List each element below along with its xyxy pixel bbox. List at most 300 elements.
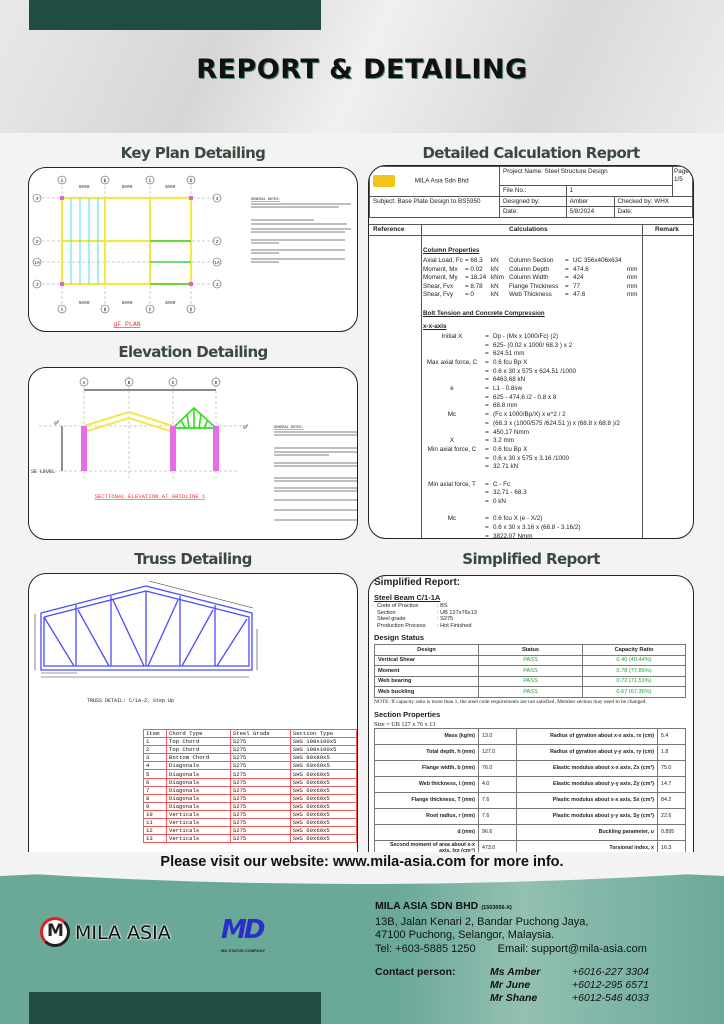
grid-label: A [60,308,64,313]
truss-cell: S275 [230,794,290,802]
member-info-key: Production Process [377,622,426,629]
truss-cell: S275 [230,827,290,835]
calc-line [423,524,643,533]
truss-cell: SHS 60x60x5 [290,810,356,818]
file-no: 1 [566,186,672,197]
company-reg-no: (1503056-X) [481,905,512,911]
calc-line [423,533,643,539]
column-property-cell: kN [491,257,499,264]
calc-line-expression: 0.6 x 30 x 575 x 624.51 /1000 [493,367,576,375]
calc-line-expression: 6463.68 kN [493,376,526,384]
dimension-label: 4000 [164,185,176,190]
calc-line-equals: = [485,454,489,462]
capacity-ratio: 0.72 (71.51%) [583,676,686,687]
calc-line-label [423,420,481,429]
column-property-cell: Column Width [509,274,549,282]
calc-line-label [423,342,481,351]
calc-line-expression: 32.71 kN [493,463,519,471]
property-name: Radius of gyration about x-x axis, rx (cm) [517,728,658,744]
calc-line-expression: 68.8 mm [493,402,518,410]
checked-by: Checked by: WHX [614,196,693,207]
calc-line [423,385,643,394]
property-name: Elastic modulus about x-x axis, Zx (cm³) [517,760,658,776]
truss-cell: Verticals [166,810,230,818]
calc-line [423,420,643,429]
column-property-cell: kN [491,265,499,273]
grid-label: 3 [215,197,219,202]
calc-line-label: X [449,437,455,445]
property-name: Buckling parameter, u [517,824,658,840]
column-property-row [423,266,643,275]
section-properties-table [374,728,686,853]
grid-label: D [189,179,193,184]
mila-asia-logo-icon: M [40,917,70,947]
truss-cell: 10 [144,810,167,818]
member-info-value: : BS [437,603,448,609]
gf-label: gf [243,425,249,430]
property-value: 4.0 [479,776,517,792]
calc-report-body [369,224,693,538]
company-info [375,900,647,956]
calc-line-label: Max axial force, C [426,359,478,367]
truss-caption: TRUSS DETAIL: C/1A-2, Step Up [87,698,175,704]
calc-line [423,402,643,411]
th-design: Design [375,645,479,656]
truss-table-row [144,770,357,778]
calc-line-expression: 624.51 mm [493,350,525,358]
grid-label: B [127,381,131,386]
section-title-elevation: Elevation Detailing [118,343,268,361]
calc-line-label [423,463,481,472]
column-property-cell: = 0 [465,291,474,299]
grid-label: 1 [35,283,39,288]
truss-cell: S275 [230,802,290,810]
column-property-cell: mm [627,265,638,273]
truss-cell: 3 [144,754,167,762]
column-property-cell: mm [627,282,638,290]
calc-line-equals: = [485,350,489,358]
page-title: REPORT & DETAILING [196,54,528,85]
column-property-cell: mm [627,274,638,282]
calc-line [423,437,643,446]
section-property-row [375,728,686,744]
truss-table-row [144,794,357,802]
truss-header-cell: Steel Grade [230,730,290,738]
calc-line-label [423,533,481,539]
section-title-calc-report: Detailed Calculation Report [422,144,640,162]
section-title-truss: Truss Detailing [134,550,252,568]
bolt-section-title: Bolt Tension and Concrete Compression [423,309,545,317]
calc-line-equals: = [485,437,489,445]
th-capacity: Capacity Ratio [583,645,686,656]
grid-label: C [148,179,152,184]
section-property-row [375,840,686,852]
column-property-cell: Column Section [509,257,554,264]
truss-cell: 1 [144,738,167,746]
property-value: 7.6 [479,792,517,808]
property-name: Elastic modulus about y-y axis, Zy (cm³) [517,776,658,792]
section-property-row [375,776,686,792]
column-property-row [423,291,643,300]
file-no-label: File No.: [500,186,567,197]
column-property-cell: = [565,291,569,299]
truss-cell: Verticals [166,819,230,827]
property-name: Radius of gyration about y-y axis, ry (cm) [517,744,658,760]
truss-member-table [143,729,357,843]
key-plan-panel [28,167,358,332]
top-accent-bar [29,0,321,30]
calc-line-label: Min axial force, T [428,480,476,488]
capacity-ratio: 0.40 (40.44%) [583,655,686,666]
truss-cell: Diagonals [166,770,230,778]
column-property-cell: = 18.24 [465,274,487,282]
plan-title: gF PLAN [113,321,141,328]
column-property-cell: 77 [573,282,581,290]
calc-line [423,455,643,464]
column-property-cell: kN [491,291,499,299]
truss-cell: Verticals [166,827,230,835]
grid-label: B [103,308,107,313]
website-line: Please visit our website: www.mila-asia.com for more info. [160,854,564,870]
property-name: Plastic modulus about x-x axis, Sx (cm³) [517,792,658,808]
calc-line-label [423,376,481,385]
calc-line-equals: = [485,393,489,401]
calc-line-equals [481,472,493,481]
section-property-row [375,824,686,840]
truss-cell: SHS 60x60x5 [290,786,356,794]
truss-cell: S275 [230,738,290,746]
truss-cell: Diagonals [166,794,230,802]
truss-cell: SHS 60x60x5 [290,835,356,843]
truss-cell: S275 [230,746,290,754]
company-name: MILA Asia Sdn Bhd [414,177,469,185]
column-property-cell: 474.6 [573,265,589,273]
calc-line-equals: = [485,515,489,523]
truss-cell: Diagonals [166,786,230,794]
property-value: 84.2 [658,792,686,808]
property-value: 127.0 [479,744,517,760]
calc-line-equals: = [485,359,489,367]
level-label: SE LEVEL [31,469,56,475]
dimension-label: 4000 [164,301,176,306]
notes-title: GENERAL NOTES: [251,198,281,202]
truss-cell: Diagonals [166,778,230,786]
calc-line-expression: C - Fc [493,480,511,488]
elevation-drawing [29,368,358,540]
column-property-cell: kNm [491,274,504,282]
company-name: MILA ASIA SDN BHD [375,900,479,912]
calc-line-label: Min axial force, C [427,445,477,453]
truss-cell: S275 [230,762,290,770]
column-property-cell: = [565,282,569,290]
truss-table-row [144,827,357,835]
column-property-cell: 47.6 [573,291,586,299]
design-check-name: Web bearing [375,676,479,687]
property-value: 76.0 [479,760,517,776]
calc-report-panel [368,165,694,539]
calc-line [423,342,643,351]
column-properties-title: Column Properties [423,247,480,254]
calc-line [423,515,643,524]
column-property-cell: Moment, Mx [423,265,458,273]
truss-table-row [144,778,357,786]
grid-label: D [214,381,218,386]
truss-cell: SHS 100x100x5 [290,738,356,746]
member-info-value: : S275 [437,616,454,622]
date2-label: Date: [614,207,693,218]
contact-name: Ms Amber [490,966,541,978]
truss-header-cell: Chord Type [166,730,230,738]
simplified-report-title: Simplified Report: [374,577,461,588]
section-property-row [375,792,686,808]
calc-line-equals: = [485,524,489,532]
calc-report-header [369,166,693,224]
gf-label: gf [54,421,60,426]
property-value: 16.3 [658,840,686,852]
axis-title: x-x-axis [423,322,447,330]
calc-line [423,350,643,359]
date-label: Date: [500,207,567,218]
designed-by: Amber [566,196,614,207]
calc-line-label [423,394,481,403]
address-line-2: 47100 Puchong, Selangor, Malaysia. [375,929,555,941]
calc-line [423,359,643,368]
truss-cell: S275 [230,754,290,762]
contact-list [375,966,649,1005]
truss-cell: SHS 60x60x5 [290,770,356,778]
calc-line [423,411,643,420]
column-property-row [423,283,643,292]
bottom-accent-bar [29,992,321,1024]
column-property-cell: Flange Thickness [509,282,559,290]
calc-line-expression: (Fc x 1000/Bp/X) x e^2 / 2 [493,411,566,419]
truss-table-row [144,835,357,843]
column-property-cell: Axial Load, Fc [423,257,463,264]
contact-phone[interactable]: +6016-227 3304 [572,966,649,978]
truss-cell: SHS 60x60x5 [290,827,356,835]
truss-cell: 5 [144,770,167,778]
section-size: Size = UB 127 x 76 x 13 [374,720,436,728]
column-property-cell: Column Depth [509,265,550,273]
calc-line-label: Mc [447,411,457,419]
truss-cell: 6 [144,778,167,786]
calc-line-label: e [450,385,454,393]
design-status-row [375,676,686,687]
column-property-cell: = [565,265,569,273]
truss-table-row [144,786,357,794]
design-status-table [374,644,686,698]
grid-label: 1A [214,261,220,266]
status-badge: PASS [479,655,583,666]
truss-cell: S275 [230,770,290,778]
truss-cell: 7 [144,786,167,794]
calc-line-equals: = [485,532,489,539]
calc-line [423,394,643,403]
truss-table-row [144,819,357,827]
column-property-cell: Moment, My [423,274,458,282]
calc-line-equals: = [485,480,489,488]
truss-cell: 13 [144,835,167,843]
elevation-title: SECTIONAL ELEVATION AT GRIDLINE 1 [94,493,206,500]
grid-label: A [60,179,64,184]
calc-line-equals: = [485,402,489,410]
column-property-row [423,257,643,266]
truss-cell: 11 [144,819,167,827]
column-property-cell: Shear, Fvy [423,291,454,299]
dimension-label: 5000 [78,185,90,190]
truss-cell: S275 [230,778,290,786]
grid-label: 3 [35,197,39,202]
column-property-row [423,274,643,283]
truss-table-row [144,754,357,762]
property-name: d (mm) [375,824,479,840]
calc-line-expression: 0.6 x 30 x 575 x 3.16 /1000 [493,454,569,462]
grid-label: 2 [215,240,219,245]
column-property-cell: = 68.3 [465,257,483,264]
truss-header-cell: Item [144,730,167,738]
calc-line [423,429,643,438]
truss-cell: SHS 60x60x5 [290,762,356,770]
status-badge: PASS [479,666,583,677]
calc-line-expression: 32.71 - 68.3 [493,489,527,497]
truss-drawing [29,574,358,724]
truss-panel [28,573,358,852]
section-properties-title: Section Properties [374,709,441,719]
calc-line-label: Mc [447,515,457,523]
column-property-cell [627,257,639,266]
contact-label [375,979,490,992]
truss-cell: 9 [144,802,167,810]
design-check-name: Web buckling [375,687,479,698]
property-name: Web thickness, t (mm) [375,776,479,792]
grid-label: C [148,308,152,313]
calc-line-expression: 0.6 fcu X (e - X/2) [493,515,543,523]
grid-label: D [189,308,193,313]
column-property-cell: 424 [573,274,584,282]
truss-cell: 12 [144,827,167,835]
col-header-remark: Remark [655,226,679,233]
calc-line-label [423,429,481,438]
column-property-cell: = [565,257,569,264]
calc-line-expression: 0.6 x 30 x 3.16 x (68.8 - 3.16/2) [493,524,581,532]
calc-line-label: Initial X [441,332,463,340]
design-check-name: Moment [375,666,479,677]
calc-line [423,376,643,385]
calc-line-equals: = [485,489,489,497]
page-value: 1/5 [674,175,683,183]
grid-label: A [82,381,86,386]
column-property-cell: = 0.02 [465,265,483,273]
column-property-cell: = 8.78 [465,282,483,290]
calc-line-equals: = [485,385,489,393]
calc-line-equals: = [485,498,489,506]
truss-cell: S275 [230,835,290,843]
calc-line-label [423,455,481,464]
calc-line-expression: L1 - 0.8sw [493,385,523,393]
mila-asia-logo-text: MILA ASIA [75,922,171,944]
member-info-key: Code of Practice [377,603,419,609]
truss-table-row [144,738,357,746]
truss-cell: SHS 60x60x5 [290,778,356,786]
calc-line-equals: = [485,411,489,419]
property-value: 22.6 [658,808,686,824]
section-property-row [375,744,686,760]
telephone: Tel: +603-5885 1250 [375,942,476,955]
contact-row [375,992,649,1005]
calc-line [423,368,643,377]
property-name: Plastic modulus about y-y axis, Sy (cm³) [517,808,658,824]
capacity-ratio: 0.78 (77.86%) [583,666,686,677]
truss-cell: Verticals [166,835,230,843]
calc-line-equals: = [485,341,489,349]
dimension-label: 5000 [78,301,90,306]
md-logo: MD [221,915,263,945]
contact-name: Mr June [490,979,531,991]
truss-table-row [144,810,357,818]
calc-line-label [423,507,481,516]
section-title-key-plan: Key Plan Detailing [120,144,266,162]
property-name: Root radius, r (mm) [375,808,479,824]
calc-line [423,507,643,516]
col-header-reference: Reference [373,226,405,233]
calc-line-expression: 0.6 fcu Bp X [493,445,528,453]
capacity-ratio: 0.67 (67.36%) [583,687,686,698]
contact-row [375,966,649,979]
status-badge: PASS [479,687,583,698]
property-name: Torsional index, x [517,840,658,852]
calc-line-equals: = [485,428,489,436]
design-check-name: Vertical Shear [375,655,479,666]
calc-line [423,481,643,490]
contact-phone[interactable]: +6012-295 6571 [572,979,649,991]
column-property-cell: Web Thickness [509,291,552,299]
capacity-note: NOTE: If capacity ratio is more than 1, the steel code requirements are not satisfied. Member section may need to be changed. [374,698,647,705]
property-name: Mass (kg/m) [375,728,479,744]
calc-line [423,489,643,498]
calc-line-equals: = [485,463,489,471]
property-value: 75.0 [658,760,686,776]
designed-by-label: Designed by: [500,196,567,207]
truss-cell: Bottom Chord [166,754,230,762]
contact-name: Mr Shane [490,992,538,1004]
truss-table-row [144,746,357,754]
col-header-calculations: Calculations [509,226,548,233]
contact-row [375,979,649,992]
truss-header-cell: Section Type [290,730,356,738]
member-info-key: Steel grade [377,616,406,622]
email[interactable]: Email: support@mila-asia.com [497,942,647,955]
calc-line [423,446,643,455]
section-property-row [375,808,686,824]
member-info-row [377,623,693,630]
calc-line-label [423,350,481,359]
section-property-row [375,760,686,776]
property-name: Flange thickness, T (mm) [375,792,479,808]
truss-cell: SHS 60x60x5 [290,819,356,827]
status-badge: PASS [479,676,583,687]
truss-cell: Top Chord [166,738,230,746]
grid-label: B [103,179,107,184]
calc-line-expression: 3.2 mm [493,437,514,445]
property-value: 5.4 [658,728,686,744]
calc-line-label [423,402,481,411]
truss-table-header [144,730,357,738]
contact-phone[interactable]: +6012-546 4033 [572,992,649,1004]
property-value: 96.6 [479,824,517,840]
calc-line-label [423,498,481,507]
truss-cell: S275 [230,786,290,794]
dimension-label: 5000 [121,185,133,190]
